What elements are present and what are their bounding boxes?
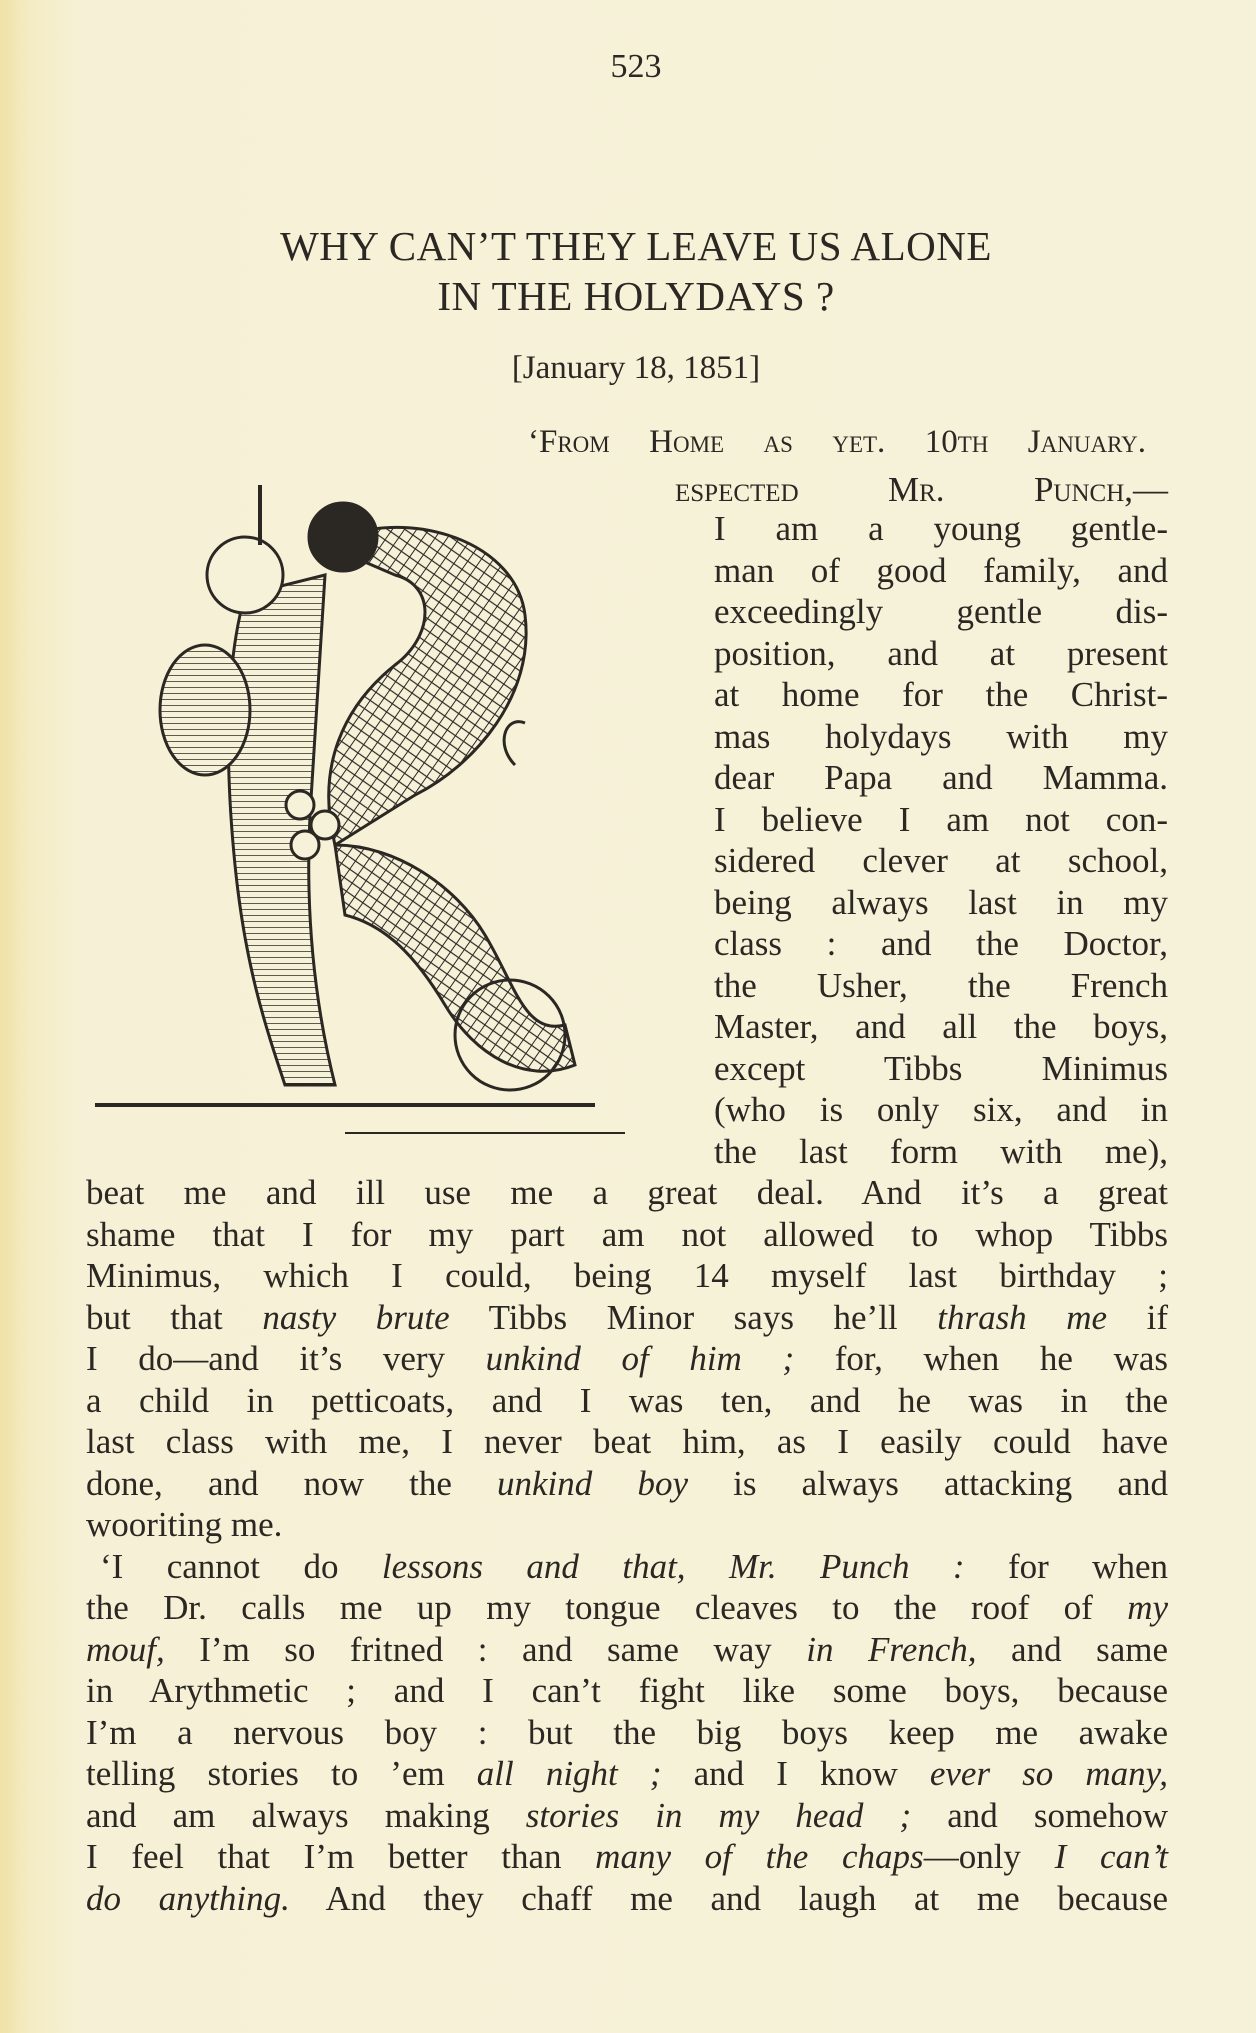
italic-text: I can’t: [1054, 1837, 1168, 1876]
text-segment: done, and now the: [86, 1463, 498, 1503]
text-segment: for, when he was: [794, 1339, 1168, 1378]
italic-text: stories in my head ;: [525, 1795, 912, 1835]
text-line: [714, 923, 1168, 965]
text-line: [714, 757, 1168, 799]
text-line: [714, 591, 1168, 633]
text-line: [86, 1380, 1168, 1422]
text-segment: —only: [923, 1837, 1055, 1876]
text-segment: but that: [86, 1297, 263, 1337]
text-segment: at home for the Christ-: [714, 675, 1168, 714]
illustrated-drop-cap-r-illustration: [95, 465, 675, 1155]
chapter-title-line-2: IN THE HOLYDAYS ?: [437, 273, 835, 319]
text-segment: dear Papa and Mamma.: [714, 758, 1168, 797]
text-segment: mas holydays with my: [714, 716, 1168, 756]
text-segment: and same: [976, 1629, 1168, 1669]
text-line: [714, 840, 1168, 882]
text-segment: last class with me, I never beat him, as I easily could have: [86, 1422, 1168, 1461]
text-line: [86, 1214, 1168, 1256]
text-line: [86, 1297, 1168, 1339]
text-segment: class : and the Doctor,: [714, 924, 1168, 963]
text-line: [714, 1006, 1168, 1048]
text-line: [714, 799, 1168, 841]
text-segment: the Usher, the French: [714, 965, 1168, 1005]
text-line: [86, 1629, 1168, 1671]
italic-text: unkind boy: [497, 1463, 688, 1503]
text-segment: beat me and ill use me a great deal. And it’s a great: [86, 1173, 1168, 1212]
chapter-title-line-1: WHY CAN’T THEY LEAVE US ALONE: [280, 223, 992, 269]
text-segment: (who is only six, and in: [714, 1090, 1168, 1129]
text-line: [86, 1878, 1168, 1920]
italic-text: unkind of him ;: [485, 1339, 795, 1378]
dateline: ‘From Home as yet. 10th January.: [528, 424, 1146, 460]
italic-text: mouf,: [86, 1629, 165, 1669]
text-segment: man of good family, and: [714, 550, 1168, 590]
text-segment: and I know: [661, 1754, 930, 1793]
text-segment: I am a young gentle-: [714, 509, 1168, 548]
page-number: 523: [610, 48, 662, 85]
text-line: [86, 1172, 1168, 1214]
text-line: [714, 1131, 1168, 1173]
text-segment: wooriting me.: [86, 1505, 283, 1544]
text-line: [86, 1753, 1168, 1795]
text-line: [86, 1338, 1168, 1380]
text-line: [714, 633, 1168, 675]
text-segment: telling stories to ’em: [86, 1754, 477, 1793]
text-segment: I feel that I’m better than: [86, 1837, 596, 1876]
text-line: [86, 1255, 1168, 1297]
italic-text: nasty brute: [262, 1297, 450, 1337]
italic-text: many of the chaps: [595, 1837, 924, 1876]
text-segment: sidered clever at school,: [714, 841, 1168, 880]
text-segment: position, and at present: [714, 633, 1168, 673]
text-line: [86, 1670, 1168, 1712]
text-segment: I believe I am not con-: [714, 799, 1168, 839]
text-segment: Master, and all the boys,: [714, 1007, 1168, 1046]
text-segment: for when: [964, 1546, 1168, 1586]
text-line: [86, 1836, 1168, 1878]
text-segment: and am always making: [86, 1795, 526, 1835]
text-segment: the Dr. calls me up my tongue cleaves to the roof of: [86, 1588, 1128, 1627]
text-segment: except Tibbs Minimus: [714, 1048, 1168, 1088]
text-segment: being always last in my: [714, 882, 1168, 922]
text-line: [714, 716, 1168, 758]
text-line: [100, 1546, 1168, 1588]
text-line: [86, 1795, 1168, 1837]
text-segment: a child in petticoats, and I was ten, and he was in the: [86, 1380, 1168, 1420]
text-segment: if: [1107, 1297, 1168, 1337]
text-line: [714, 508, 1168, 550]
text-line: [86, 1504, 1168, 1546]
text-segment: exceedingly gentle dis-: [714, 592, 1168, 631]
text-line: [86, 1712, 1168, 1754]
text-segment: ‘I cannot do: [100, 1546, 382, 1586]
italic-text: in French,: [806, 1629, 977, 1669]
text-line: [714, 1089, 1168, 1131]
text-segment: in Arythmetic ; and I can’t fight like some boys, because: [86, 1671, 1168, 1710]
text-line: [86, 1421, 1168, 1463]
text-segment: Tibbs Minor says he’ll: [449, 1297, 938, 1337]
italic-text: ever so many,: [929, 1754, 1168, 1793]
italic-text: do anything.: [86, 1878, 290, 1918]
text-line: [714, 674, 1168, 716]
text-segment: I’m a nervous boy : but the big boys keep me awake: [86, 1712, 1168, 1752]
text-line: [714, 882, 1168, 924]
text-segment: I’m so fritned : and same way: [164, 1629, 807, 1669]
text-line: [86, 1463, 1168, 1505]
italic-text: thrash me: [937, 1297, 1108, 1337]
italic-text: all night ;: [476, 1754, 662, 1793]
text-line: [714, 1048, 1168, 1090]
text-segment: the last form with me),: [714, 1131, 1168, 1171]
text-segment: and somehow: [911, 1795, 1168, 1835]
text-line: [714, 550, 1168, 592]
text-segment: And they chaff me and laugh at me because: [289, 1878, 1168, 1918]
italic-text: my: [1127, 1588, 1168, 1627]
text-segment: Minimus, which I could, being 14 myself last birthday ;: [86, 1256, 1168, 1295]
text-line: [86, 1587, 1168, 1629]
publication-date: [January 18, 1851]: [511, 350, 761, 386]
italic-text: lessons and that, Mr. Punch :: [381, 1546, 965, 1586]
text-segment: I do—and it’s very: [86, 1339, 486, 1378]
text-segment: shame that I for my part am not allowed to whop Tibbs: [86, 1214, 1168, 1254]
text-line: [714, 965, 1168, 1007]
text-segment: is always attacking and: [687, 1463, 1168, 1503]
salutation: espected Mr. Punch,—: [675, 470, 1168, 509]
